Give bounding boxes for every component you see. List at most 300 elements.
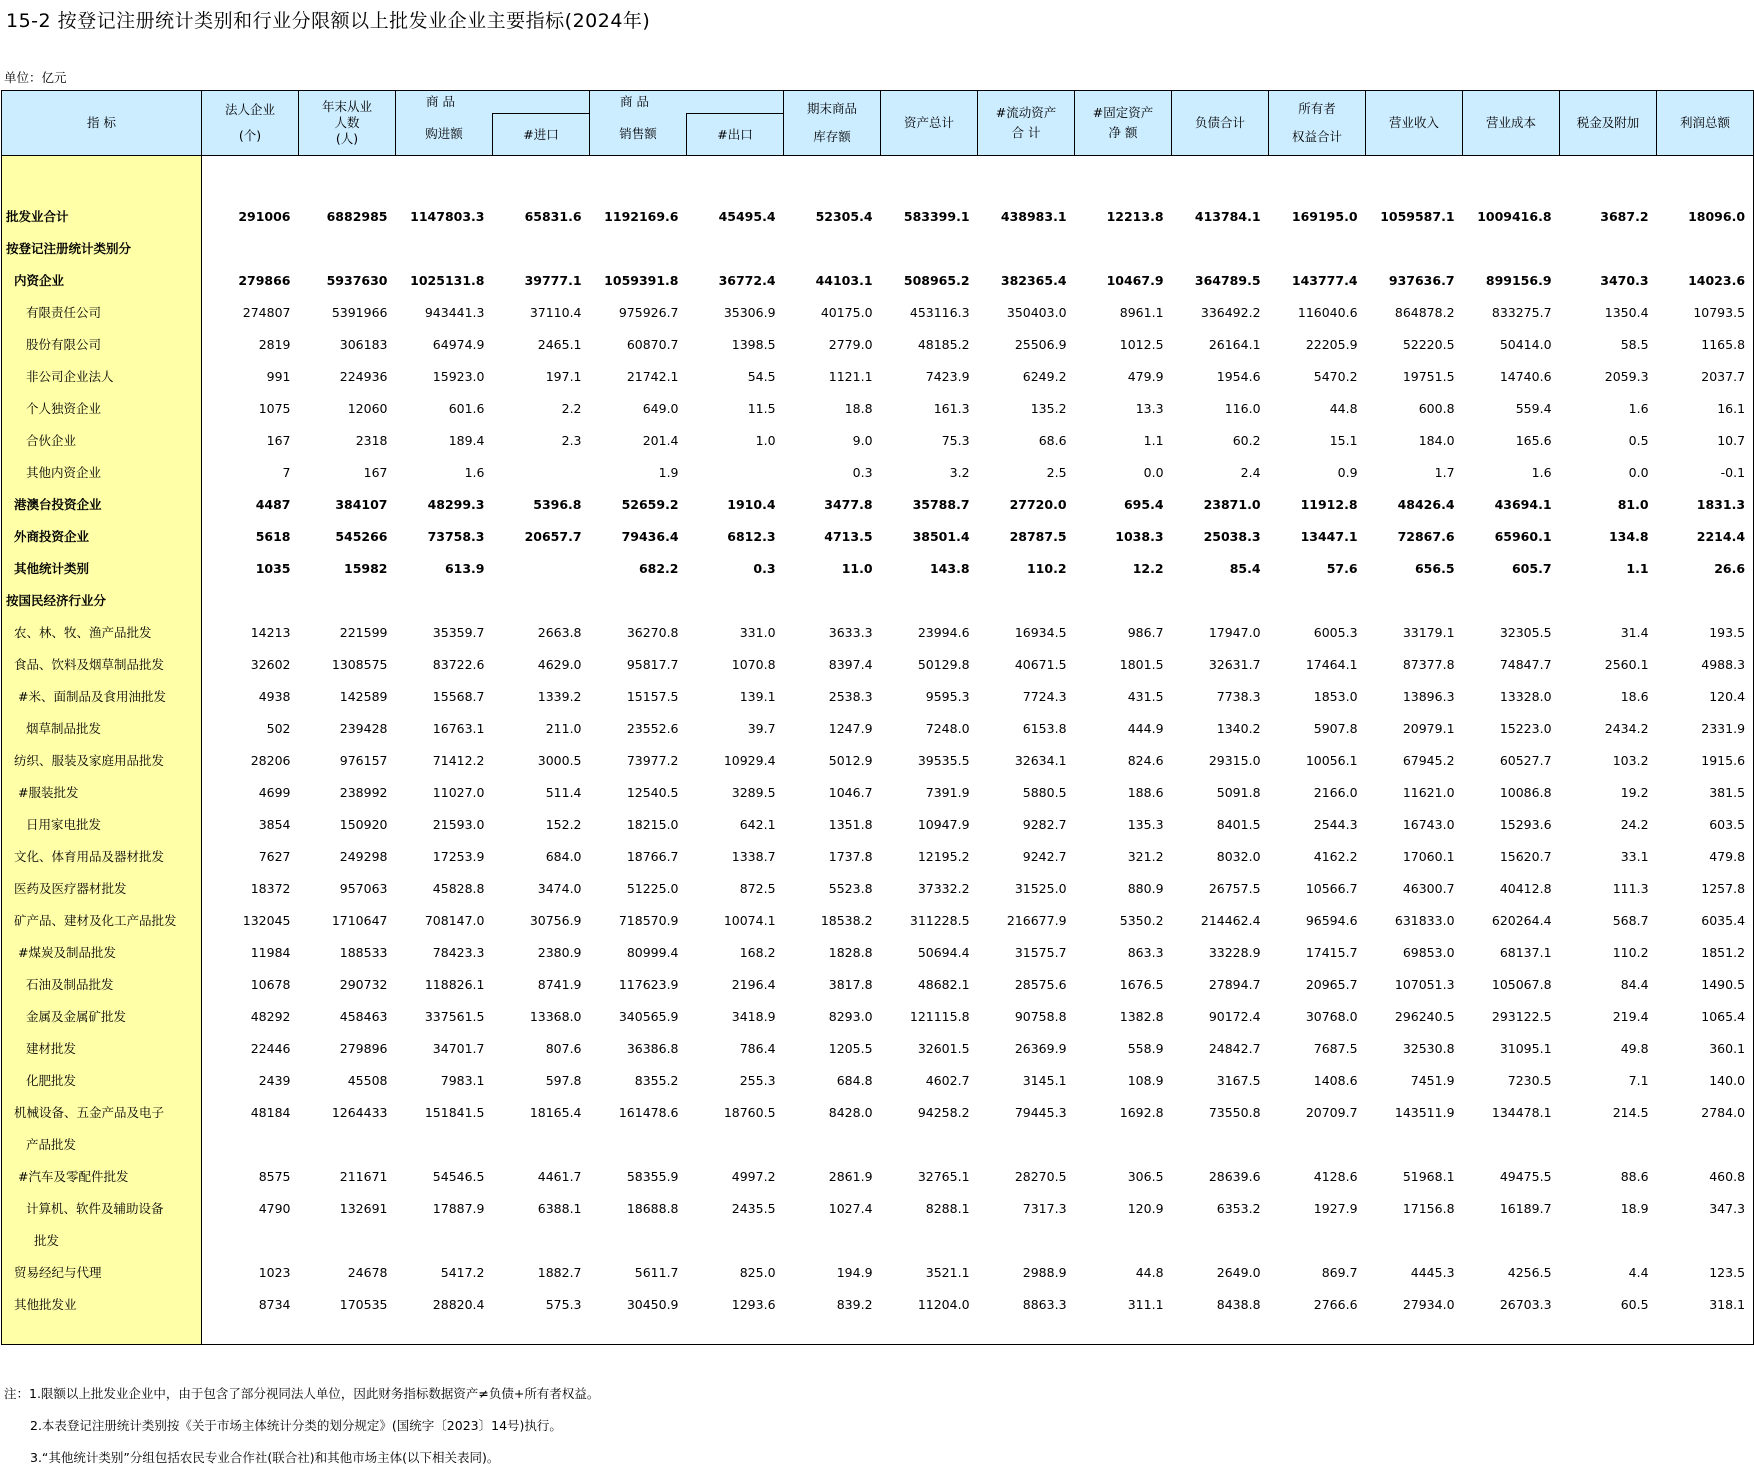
- table-cell: 20709.7: [1305, 1104, 1358, 1120]
- table-cell: 5012.9: [828, 752, 873, 768]
- table-row: [2, 456, 1754, 488]
- table-cell: 4602.7: [925, 1072, 970, 1088]
- table-cell: 2560.1: [1604, 656, 1649, 672]
- table-cell: [1075, 584, 1172, 616]
- table-cell: 311228.5: [909, 912, 970, 928]
- table-cell: 2.3: [561, 432, 582, 448]
- table-cell: [1366, 584, 1463, 616]
- table-cell: 45495.4: [718, 208, 776, 224]
- table-cell: 1398.5: [731, 336, 776, 352]
- table-cell: 15568.7: [432, 688, 485, 704]
- table-cell: [202, 1320, 299, 1345]
- table-cell: 1490.5: [1657, 968, 1754, 1000]
- table-cell: 110.2: [1026, 560, 1067, 576]
- table-cell: [396, 1224, 493, 1256]
- table-cell: [1172, 232, 1269, 264]
- table-cell: 290732: [339, 976, 388, 992]
- table-cell: 7423.9: [925, 368, 970, 384]
- table-cell: 18215.0: [626, 816, 679, 832]
- header-cost: 营业成本: [1463, 91, 1560, 156]
- table-cell: 18.9: [1620, 1200, 1649, 1216]
- row-label: 批发业合计: [2, 200, 202, 232]
- table-cell: 103.2: [1612, 752, 1649, 768]
- table-cell: [202, 232, 299, 264]
- table-cell: 1038.3: [1115, 528, 1164, 544]
- footnote-1: 注：1.限额以上批发业企业中，由于包含了部分视同法人单位，因此财务指标数据资产≠负债+所有者权益。: [4, 1386, 600, 1401]
- table-cell: 28639.6: [1208, 1168, 1261, 1184]
- table-cell: 718570.9: [618, 912, 679, 928]
- table-cell: 10929.4: [723, 752, 776, 768]
- table-cell: 120.4: [1657, 680, 1754, 712]
- table-cell: 72867.6: [1397, 528, 1455, 544]
- table-cell: 60.2: [1232, 432, 1261, 448]
- table-cell: [590, 1224, 687, 1256]
- table-cell: 2538.3: [828, 688, 873, 704]
- table-row: [2, 584, 1754, 616]
- unit-label: 单位：亿元: [4, 70, 67, 85]
- header-equity: 所有者 权益合计: [1269, 91, 1366, 156]
- table-cell: 139.1: [739, 688, 776, 704]
- table-cell: 559.4: [1515, 400, 1552, 416]
- table-cell: [590, 232, 687, 264]
- table-cell: 35359.7: [432, 624, 485, 640]
- table-cell: 14213: [250, 624, 291, 640]
- table-cell: 249298: [339, 848, 388, 864]
- table-cell: 0.5: [1628, 432, 1649, 448]
- table-cell: 384107: [335, 496, 388, 512]
- table-cell: 1.7: [1434, 464, 1455, 480]
- table-row: [2, 296, 1754, 328]
- table-cell: 597.8: [545, 1072, 582, 1088]
- table-cell: 1308575: [331, 656, 388, 672]
- table-row: [2, 744, 1754, 776]
- table-cell: 3418.9: [731, 1008, 776, 1024]
- table-cell: 5091.8: [1216, 784, 1261, 800]
- table-cell: 19751.5: [1402, 368, 1455, 384]
- table-cell: 117623.9: [618, 976, 679, 992]
- table-cell: 54546.5: [432, 1168, 485, 1184]
- table-cell: 4699: [258, 784, 291, 800]
- table-cell: 165.6: [1515, 432, 1552, 448]
- table-cell: [493, 232, 590, 264]
- table-cell: 6005.3: [1313, 624, 1358, 640]
- table-cell: [784, 232, 881, 264]
- table-end-row: [2, 1320, 1754, 1345]
- table-cell: 23552.6: [626, 720, 679, 736]
- table-cell: [1560, 1320, 1657, 1345]
- table-cell: 825.0: [739, 1264, 776, 1280]
- row-label: 矿产品、建材及化工产品批发: [2, 904, 202, 936]
- table-cell: 8401.5: [1216, 816, 1261, 832]
- table-cell: 1070.8: [731, 656, 776, 672]
- table-cell: 1192169.6: [604, 208, 679, 224]
- table-cell: 8741.9: [537, 976, 582, 992]
- table-cell: [1560, 584, 1657, 616]
- table-cell: 37110.4: [529, 304, 582, 320]
- table-cell: [493, 1128, 590, 1160]
- table-cell: 74847.7: [1499, 656, 1552, 672]
- table-cell: 502: [266, 720, 291, 736]
- table-cell: 134478.1: [1491, 1104, 1552, 1120]
- table-cell: 2318: [355, 432, 388, 448]
- table-cell: 18688.8: [626, 1200, 679, 1216]
- row-label: 化肥批发: [2, 1064, 202, 1096]
- table-cell: 68137.1: [1499, 944, 1552, 960]
- table-cell: 1027.4: [828, 1200, 873, 1216]
- table-cell: 24678: [347, 1264, 388, 1280]
- table-cell: 1075: [258, 400, 291, 416]
- table-cell: 3687.2: [1600, 208, 1649, 224]
- table-cell: 73977.2: [626, 752, 679, 768]
- table-cell: 12060: [347, 400, 388, 416]
- table-cell: 52220.5: [1402, 336, 1455, 352]
- table-row: [2, 360, 1754, 392]
- row-label: 建材批发: [2, 1032, 202, 1064]
- table-cell: 161.3: [933, 400, 970, 416]
- table-row: [2, 808, 1754, 840]
- table-cell: 2663.8: [537, 624, 582, 640]
- table-cell: 7983.1: [440, 1072, 485, 1088]
- table-cell: 46300.7: [1402, 880, 1455, 896]
- table-cell: 152.2: [545, 816, 582, 832]
- table-cell: 52305.4: [815, 208, 873, 224]
- table-cell: 15620.7: [1499, 848, 1552, 864]
- table-cell: [396, 232, 493, 264]
- spacer-row: [2, 156, 1754, 201]
- table-cell: 7738.3: [1216, 688, 1261, 704]
- table-cell: [1075, 232, 1172, 264]
- table-cell: 13447.1: [1300, 528, 1358, 544]
- table-cell: 321.2: [1127, 848, 1164, 864]
- table-cell: 32634.1: [1014, 752, 1067, 768]
- table-cell: 78423.3: [432, 944, 485, 960]
- table-cell: 108.9: [1127, 1072, 1164, 1088]
- row-label: 其他批发业: [2, 1288, 202, 1320]
- table-cell: 869.7: [1321, 1264, 1358, 1280]
- table-cell: 1915.6: [1657, 744, 1754, 776]
- table-cell: 194.9: [836, 1264, 873, 1280]
- table-cell: [299, 1320, 396, 1345]
- table-cell: 444.9: [1127, 720, 1164, 736]
- table-cell: 16.1: [1657, 392, 1754, 424]
- table-cell: 479.9: [1127, 368, 1164, 384]
- table-cell: 44.8: [1135, 1264, 1164, 1280]
- table-cell: 4713.5: [824, 528, 873, 544]
- table-cell: 36270.8: [626, 624, 679, 640]
- table-cell: 188533: [339, 944, 388, 960]
- table-cell: [1560, 1128, 1657, 1160]
- table-cell: 57.6: [1326, 560, 1358, 576]
- table-cell: [1172, 1224, 1269, 1256]
- table-cell: 50414.0: [1499, 336, 1552, 352]
- table-cell: 1351.8: [828, 816, 873, 832]
- table-cell: 167: [363, 464, 388, 480]
- table-cell: 12213.8: [1106, 208, 1164, 224]
- table-cell: [1657, 584, 1754, 616]
- table-cell: 2380.9: [537, 944, 582, 960]
- table-cell: 350403.0: [1006, 304, 1067, 320]
- row-label: 港澳台投资企业: [2, 488, 202, 520]
- table-cell: [978, 1224, 1075, 1256]
- table-cell: 168.2: [739, 944, 776, 960]
- table-cell: 3289.5: [731, 784, 776, 800]
- table-cell: 8293.0: [828, 1008, 873, 1024]
- table-cell: 6812.3: [727, 528, 776, 544]
- table-cell: 8032.0: [1216, 848, 1261, 864]
- table-cell: 132691: [339, 1200, 388, 1216]
- table-cell: 27934.0: [1402, 1296, 1455, 1312]
- row-label: 股份有限公司: [2, 328, 202, 360]
- header-current-assets: #流动资产 合 计: [978, 91, 1075, 156]
- table-cell: 863.3: [1127, 944, 1164, 960]
- table-cell: 36386.8: [626, 1040, 679, 1056]
- table-cell: 1012.5: [1119, 336, 1164, 352]
- row-label: 按登记注册统计类别分: [2, 232, 202, 264]
- table-cell: 31525.0: [1014, 880, 1067, 896]
- row-label: 农、林、牧、渔产品批发: [2, 616, 202, 648]
- table-cell: 0.0: [1628, 464, 1649, 480]
- table-cell: 0.3: [753, 560, 776, 576]
- table-cell: [881, 1128, 978, 1160]
- table-cell: 58.5: [1620, 336, 1649, 352]
- table-row: [2, 552, 1754, 584]
- table-cell: 73758.3: [427, 528, 485, 544]
- table-cell: 347.3: [1657, 1192, 1754, 1224]
- table-cell: 11027.0: [432, 784, 485, 800]
- table-cell: 11.0: [841, 560, 873, 576]
- table-cell: [687, 584, 784, 616]
- table-cell: 8288.1: [925, 1200, 970, 1216]
- table-cell: 50129.8: [917, 656, 970, 672]
- table-cell: [1463, 584, 1560, 616]
- table-cell: 32530.8: [1402, 1040, 1455, 1056]
- table-cell: 2779.0: [828, 336, 873, 352]
- row-label: 医药及医疗器材批发: [2, 872, 202, 904]
- table-cell: [1657, 1128, 1754, 1160]
- table-cell: 1065.4: [1657, 1000, 1754, 1032]
- table-cell: 1828.8: [828, 944, 873, 960]
- table-cell: 17156.8: [1402, 1200, 1455, 1216]
- table-cell: 600.8: [1418, 400, 1455, 416]
- table-cell: [881, 232, 978, 264]
- table-cell: 28787.5: [1009, 528, 1067, 544]
- table-row: [2, 488, 1754, 520]
- table-cell: 1676.5: [1119, 976, 1164, 992]
- table-cell: 22446: [250, 1040, 291, 1056]
- table-cell: [1269, 584, 1366, 616]
- table-cell: 3817.8: [828, 976, 873, 992]
- table-cell: 2214.4: [1657, 520, 1754, 552]
- table-cell: 0.9: [1337, 464, 1358, 480]
- row-label: 烟草制品批发: [2, 712, 202, 744]
- table-cell: 2819: [258, 336, 291, 352]
- table-cell: [1657, 232, 1754, 264]
- table-cell: 67945.2: [1402, 752, 1455, 768]
- header-export: #出口: [687, 114, 784, 156]
- table-cell: 5937630: [326, 272, 388, 288]
- header-profit: 利润总额: [1657, 91, 1754, 156]
- table-cell: 364789.5: [1194, 272, 1261, 288]
- table-cell: 51225.0: [626, 880, 679, 896]
- table-cell: 4629.0: [537, 656, 582, 672]
- table-cell: 2059.3: [1604, 368, 1649, 384]
- table-cell: 34701.7: [432, 1040, 485, 1056]
- table-cell: 11984: [250, 944, 291, 960]
- table-row: [2, 1096, 1754, 1128]
- table-cell: 39535.5: [917, 752, 970, 768]
- table-cell: 65960.1: [1494, 528, 1552, 544]
- row-label: 外商投资企业: [2, 520, 202, 552]
- table-cell: 33.1: [1620, 848, 1649, 864]
- table-cell: 221599: [339, 624, 388, 640]
- table-cell: 13328.0: [1499, 688, 1552, 704]
- table-cell: 3.2: [949, 464, 970, 480]
- header-revenue: 营业收入: [1366, 91, 1463, 156]
- header-goods-sales: 商 品: [590, 91, 784, 114]
- table-cell: 35788.7: [912, 496, 970, 512]
- table-cell: [1463, 1224, 1560, 1256]
- table-cell: 26369.9: [1014, 1040, 1067, 1056]
- table-cell: 695.4: [1123, 496, 1164, 512]
- table-cell: [978, 1320, 1075, 1345]
- table-cell: 1338.7: [731, 848, 776, 864]
- table-cell: 382365.4: [1000, 272, 1067, 288]
- table-row: [2, 840, 1754, 872]
- table-cell: 13.3: [1135, 400, 1164, 416]
- table-cell: 839.2: [836, 1296, 873, 1312]
- table-cell: 48184: [250, 1104, 291, 1120]
- table-cell: 107051.3: [1394, 976, 1455, 992]
- table-cell: 20657.7: [524, 528, 582, 544]
- table-cell: 16934.5: [1014, 624, 1067, 640]
- table-cell: 26703.3: [1499, 1296, 1552, 1312]
- table-cell: 211671: [339, 1168, 388, 1184]
- row-label: #米、面制品及食用油批发: [2, 680, 202, 712]
- table-cell: [202, 1224, 299, 1256]
- table-cell: 23994.6: [917, 624, 970, 640]
- table-cell: 25506.9: [1014, 336, 1067, 352]
- table-cell: 4997.2: [731, 1168, 776, 1184]
- table-cell: 40412.8: [1499, 880, 1552, 896]
- table-cell: 438983.1: [1000, 208, 1067, 224]
- table-cell: 2861.9: [828, 1168, 873, 1184]
- table-cell: 575.3: [545, 1296, 582, 1312]
- table-cell: [978, 1128, 1075, 1160]
- table-cell: 2766.6: [1313, 1296, 1358, 1312]
- table-title: 15-2 按登记注册统计类别和行业分限额以上批发业企业主要指标(2024年): [6, 10, 651, 32]
- table-cell: 40175.0: [820, 304, 873, 320]
- table-cell: [1463, 232, 1560, 264]
- table-cell: 64974.9: [432, 336, 485, 352]
- table-cell: 2166.0: [1313, 784, 1358, 800]
- table-cell: 8428.0: [828, 1104, 873, 1120]
- table-cell: 28820.4: [432, 1296, 485, 1312]
- table-cell: 684.8: [836, 1072, 873, 1088]
- table-cell: [881, 1320, 978, 1345]
- table-cell: 1059587.1: [1380, 208, 1455, 224]
- table-cell: 75.3: [941, 432, 970, 448]
- table-cell: 71412.2: [432, 752, 485, 768]
- table-cell: 3854: [258, 816, 291, 832]
- table-cell: 31.4: [1620, 624, 1649, 640]
- table-cell: 1.6: [464, 464, 485, 480]
- table-cell: 60870.7: [626, 336, 679, 352]
- header-import: #进口: [493, 114, 590, 156]
- table-cell: 87377.8: [1402, 656, 1455, 672]
- table-cell: [299, 1224, 396, 1256]
- table-cell: 43694.1: [1494, 496, 1552, 512]
- table-cell: 5880.5: [1022, 784, 1067, 800]
- table-cell: [1172, 1320, 1269, 1345]
- table-row: [2, 968, 1754, 1000]
- table-cell: 79436.4: [621, 528, 679, 544]
- table-cell: 4128.6: [1313, 1168, 1358, 1184]
- table-cell: 69853.0: [1402, 944, 1455, 960]
- table-cell: 32631.7: [1208, 656, 1261, 672]
- table-cell: 7.1: [1628, 1072, 1649, 1088]
- table-cell: 986.7: [1127, 624, 1164, 640]
- table-cell: 48299.3: [427, 496, 485, 512]
- table-cell: 8575: [258, 1168, 291, 1184]
- table-row: [2, 936, 1754, 968]
- header-inventory: 期末商品 库存额: [784, 91, 881, 156]
- table-cell: 96594.6: [1305, 912, 1358, 928]
- table-cell: 219.4: [1612, 1008, 1649, 1024]
- row-label: 食品、饮料及烟草制品批发: [2, 648, 202, 680]
- table-cell: 5611.7: [634, 1264, 679, 1280]
- table-cell: 16743.0: [1402, 816, 1455, 832]
- table-cell: 2.5: [1046, 464, 1067, 480]
- table-cell: 30450.9: [626, 1296, 679, 1312]
- table-cell: 1.9: [658, 464, 679, 480]
- table-cell: 18.8: [844, 400, 873, 416]
- table-cell: 3000.5: [537, 752, 582, 768]
- row-label: #服装批发: [2, 776, 202, 808]
- table-cell: 17464.1: [1305, 656, 1358, 672]
- table-cell: [493, 552, 590, 584]
- table-cell: 36772.4: [718, 272, 776, 288]
- table-cell: 21742.1: [626, 368, 679, 384]
- table-cell: 49.8: [1620, 1040, 1649, 1056]
- table-cell: 4790: [258, 1200, 291, 1216]
- table-cell: [1463, 1320, 1560, 1345]
- row-label: 其他统计类别: [2, 552, 202, 584]
- table-cell: 188.6: [1127, 784, 1164, 800]
- table-cell: 18165.4: [529, 1104, 582, 1120]
- table-cell: 1737.8: [828, 848, 873, 864]
- table-cell: 293122.5: [1491, 1008, 1552, 1024]
- table-cell: 1710647: [331, 912, 388, 928]
- table-cell: 151841.5: [424, 1104, 485, 1120]
- table-cell: 2196.4: [731, 976, 776, 992]
- row-label: 文化、体育用品及器材批发: [2, 840, 202, 872]
- table-cell: 458463: [339, 1008, 388, 1024]
- table-cell: 60.5: [1620, 1296, 1649, 1312]
- table-cell: 1801.5: [1119, 656, 1164, 672]
- table-cell: 50694.4: [917, 944, 970, 960]
- table-cell: [590, 1320, 687, 1345]
- table-cell: 1257.8: [1657, 872, 1754, 904]
- table-cell: 1205.5: [828, 1040, 873, 1056]
- table-cell: [1463, 1128, 1560, 1160]
- table-cell: 1340.2: [1216, 720, 1261, 736]
- table-row: [2, 648, 1754, 680]
- table-cell: 1023: [258, 1264, 291, 1280]
- table-cell: 105067.8: [1491, 976, 1552, 992]
- table-cell: 1339.2: [537, 688, 582, 704]
- table-cell: 10566.7: [1305, 880, 1358, 896]
- table-cell: [299, 584, 396, 616]
